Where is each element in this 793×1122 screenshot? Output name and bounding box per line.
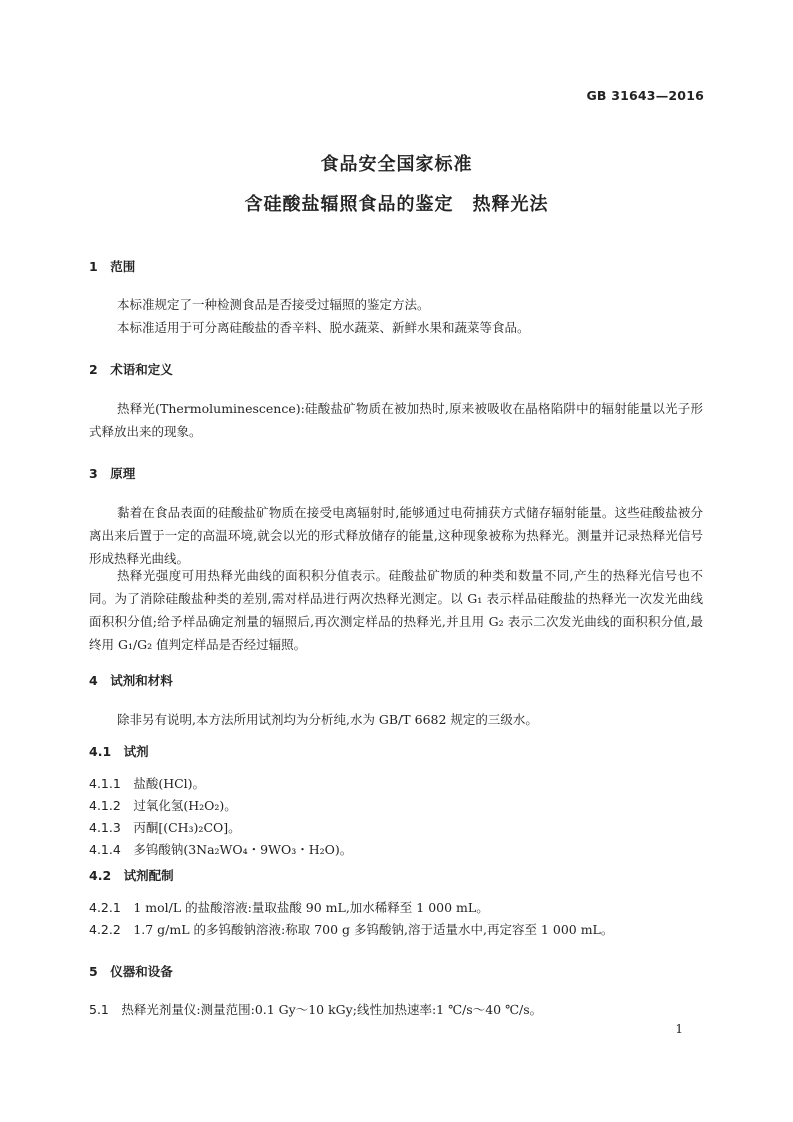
list-item-4-1-3 bbox=[89, 818, 241, 836]
item-text: 1 mol/L 的盐酸溶液:量取盐酸 90 mL,加水稀释至 1 000 mL。 bbox=[133, 900, 489, 915]
section-3-paragraph-2: 热释光强度可用热释光曲线的面积积分值表示。硅酸盐矿物质的种类和数量不同,产生的热释光信号也不同。为了消除硅酸盐种类的差别,需对样品进行两次热释光测定。以 G₁ 表示样品硅酸盐的热释光一次发光曲线面积积分值;给予样品确定剂量的辐照后,再次测定样品的热释光,并且用 G₂ 表示二次发光曲线的面积积分值,最终用 G₁/G₂ 值判定样品是否经过辐照。 bbox=[89, 568, 703, 652]
document-title-line1: 食品安全国家标准 bbox=[320, 154, 473, 175]
subsection-4-1-heading: 4.1 试剂 bbox=[89, 744, 149, 759]
section-3-paragraph-1: 黏着在食品表面的硅酸盐矿物质在接受电离辐射时,能够通过电荷捕获方式储存辐射能量。这些硅酸盐被分离出来后置于一定的高温环境,就会以光的形式释放储存的能量,这种现象被称为热释光。测量并记录热释光信号形成热释光曲线。 bbox=[89, 505, 703, 566]
section-2-heading: 2 术语和定义 bbox=[89, 362, 173, 377]
item-number: 4.1.4 bbox=[89, 842, 121, 857]
section-3-heading: 3 原理 bbox=[89, 466, 136, 481]
document-title-line2: 含硅酸盐辐照食品的鉴定 热释光法 bbox=[244, 194, 549, 215]
section-1-paragraph-1: 本标准规定了一种检测食品是否接受过辐照的鉴定方法。 bbox=[117, 297, 430, 312]
section-4-paragraph-1: 除非另有说明,本方法所用试剂均为分析纯,水为 GB/T 6682 规定的三级水。 bbox=[117, 712, 538, 727]
item-text: 1.7 g/mL 的多钨酸钠溶液:称取 700 g 多钨酸钠,溶于适量水中,再定容至 1 000 mL。 bbox=[133, 922, 614, 937]
page-number: 1 bbox=[675, 1022, 683, 1036]
section-5-heading: 5 仪器和设备 bbox=[89, 964, 173, 979]
list-item-4-2-1 bbox=[89, 898, 489, 916]
section-1-heading: 1 范围 bbox=[89, 259, 136, 274]
list-item-5-1 bbox=[89, 1000, 542, 1018]
item-number: 4.1.3 bbox=[89, 820, 121, 835]
section-2-paragraph-1: 热释光(Thermoluminescence):硅酸盐矿物质在被加热时,原来被吸收在晶格陷阱中的辐射能量以光子形式释放出来的现象。 bbox=[89, 401, 703, 439]
item-number: 5.1 bbox=[89, 1002, 109, 1017]
standard-code: GB 31643—2016 bbox=[586, 88, 704, 103]
list-item-4-1-4 bbox=[89, 840, 352, 858]
section-1-paragraph-2: 本标准适用于可分离硅酸盐的香辛料、脱水蔬菜、新鲜水果和蔬菜等食品。 bbox=[117, 320, 530, 335]
item-text: 热释光剂量仪:测量范围:0.1 Gy～10 kGy;线性加热速率:1 ℃/s～40 ℃/s。 bbox=[121, 1002, 543, 1017]
item-text: 过氧化氢(H₂O₂)。 bbox=[133, 798, 237, 813]
item-text: 盐酸(HCl)。 bbox=[133, 776, 206, 791]
section-4-heading: 4 试剂和材料 bbox=[89, 673, 173, 688]
list-item-4-1-2 bbox=[89, 796, 237, 814]
item-number: 4.1.1 bbox=[89, 776, 121, 791]
item-number: 4.2.2 bbox=[89, 922, 121, 937]
list-item-4-1-1 bbox=[89, 774, 205, 792]
item-text: 多钨酸钠(3Na₂WO₄・9WO₃・H₂O)。 bbox=[133, 842, 353, 857]
item-text: 丙酮[(CH₃)₂CO]。 bbox=[133, 820, 241, 835]
item-number: 4.1.2 bbox=[89, 798, 121, 813]
subsection-4-2-heading: 4.2 试剂配制 bbox=[89, 868, 174, 883]
list-item-4-2-2 bbox=[89, 920, 613, 938]
item-number: 4.2.1 bbox=[89, 900, 121, 915]
